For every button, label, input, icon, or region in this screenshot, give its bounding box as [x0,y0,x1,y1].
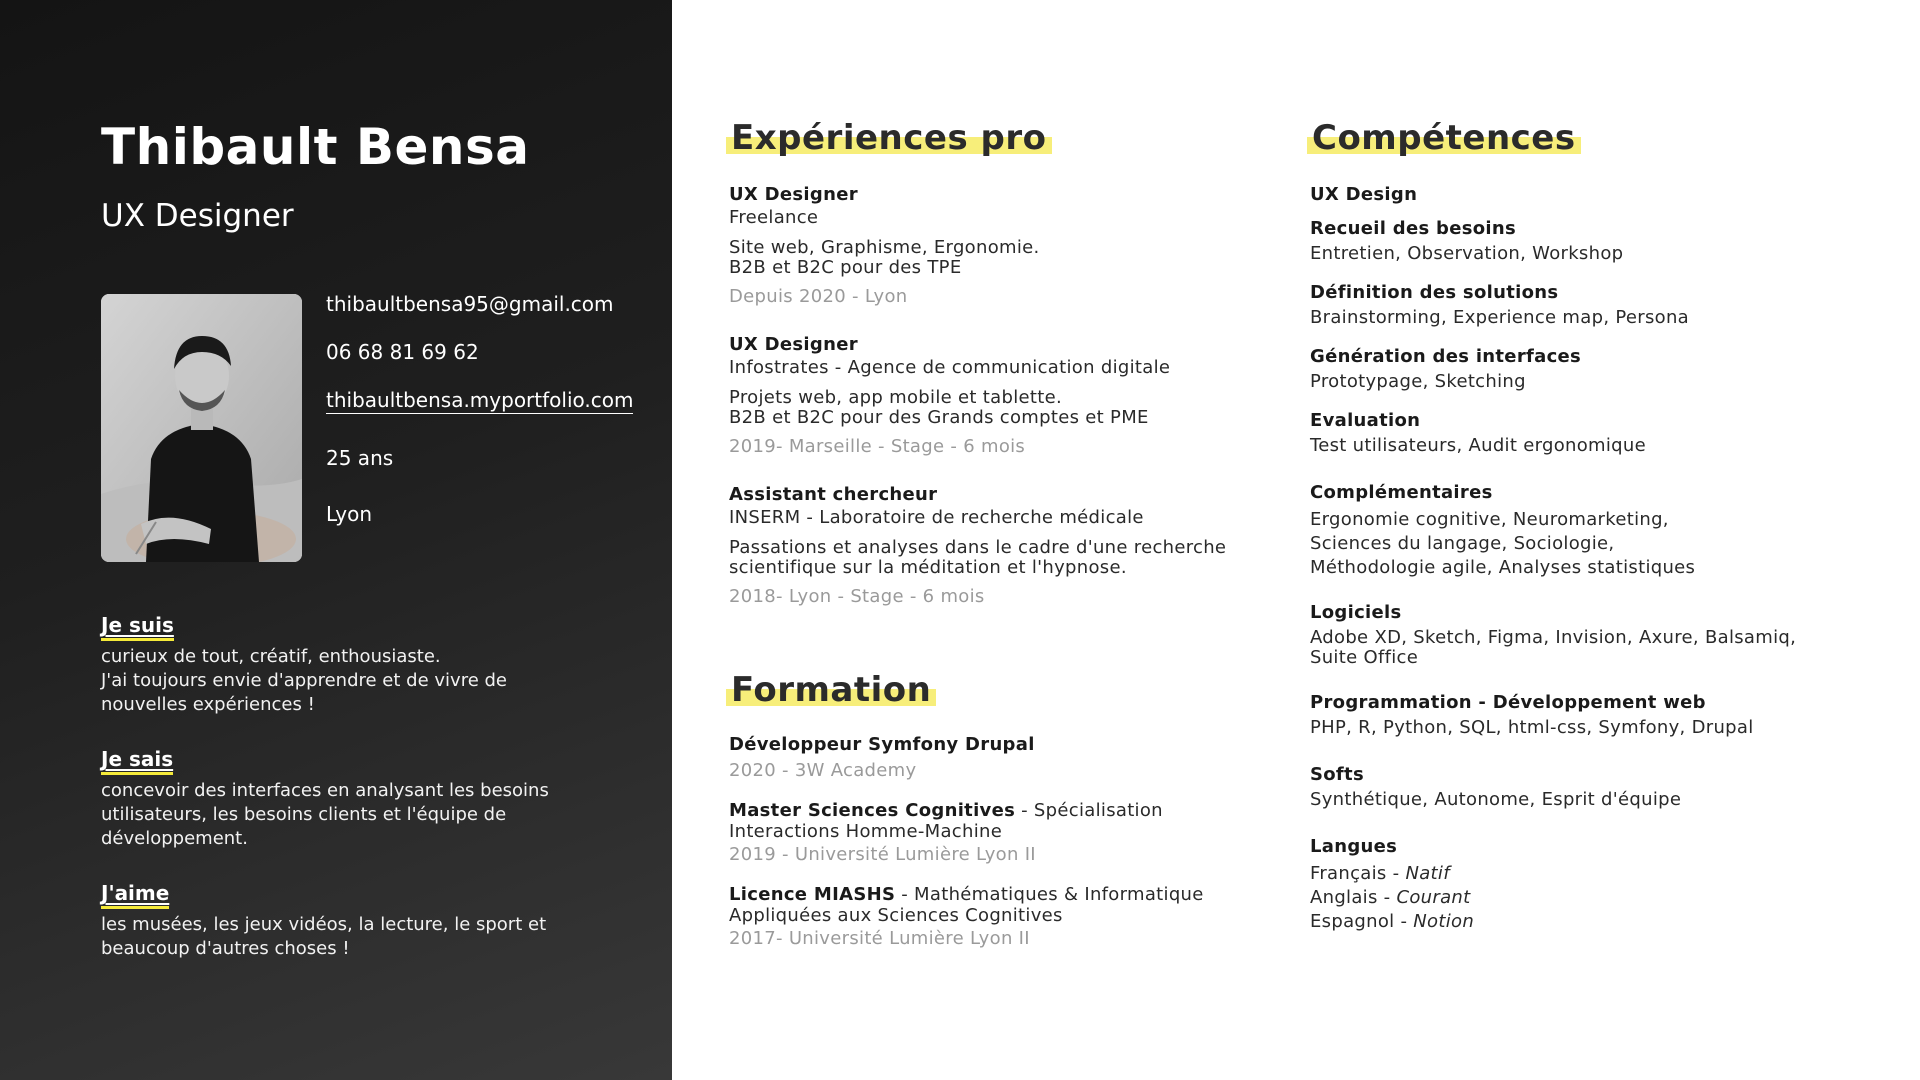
language-level: Courant [1396,887,1471,908]
about-text: les musées, les jeux vidéos, la lecture, le sport et beaucoup d'autres choses ! [101,914,547,959]
experience-item [729,334,1170,458]
experience-company: INSERM - Laboratoire de recherche médicale [729,507,1144,528]
about-j-aime [101,880,581,961]
profile-role: UX Designer [101,198,294,234]
language-item [1310,910,1474,934]
skill-value: Prototypage, Sketching [1310,371,1526,392]
group-title: Logiciels [1310,602,1402,623]
skill-item [1310,282,1689,328]
about-text: curieux de tout, créatif, enthousiaste. J'ai toujours envie d'apprendre et de vivre de nouvelles expériences ! [101,646,507,715]
formation-title [731,670,931,710]
skill-name: Recueil des besoins [1310,218,1517,239]
experience-item [729,184,1040,308]
language-level: Notion [1413,911,1475,932]
formation-degree: Licence MIASHS [729,884,896,905]
skill-group [1310,602,1796,668]
skill-name: Evaluation [1310,410,1421,431]
group-title: Langues [1310,836,1398,857]
skill-name: Génération des interfaces [1310,346,1582,367]
experience-desc: Passations et analyses dans le cadre d'une recherche scientifique sur la méditation et l'hypnose. [729,537,1227,578]
formation-line [729,884,1239,926]
group-title: Complémentaires [1310,482,1493,503]
formation-title-text: Formation [731,670,932,710]
phone-text: 06 68 81 69 62 [326,340,479,364]
formation-line [729,800,1239,842]
language-level: Natif [1405,863,1450,884]
experience-job: UX Designer [729,184,858,205]
skill-value: Entretien, Observation, Workshop [1310,243,1624,264]
about-je-suis [101,612,581,717]
skill-group [1310,482,1695,580]
experience-company: Infostrates - Agence de communication digitale [729,357,1171,378]
language-name: Espagnol - [1310,911,1414,932]
experience-meta: 2019- Marseille - Stage - 6 mois [729,436,1026,457]
skill-item [1310,410,1646,456]
experience-desc: Site web, Graphisme, Ergonomie. B2B et B2C pour des TPE [729,237,1040,278]
age-text: 25 ans [326,446,394,470]
language-item [1310,886,1474,910]
about-title: Je sais [101,746,173,775]
email-text: thibaultbensa95@gmail.com [326,292,614,316]
experience-company: Freelance [729,207,819,228]
formation-meta: 2017- Université Lumière Lyon II [729,928,1030,949]
skill-name: Définition des solutions [1310,282,1559,303]
competences-title-text: Compétences [1312,118,1576,158]
skill-group [1310,764,1681,810]
city-text: Lyon [326,502,373,526]
language-item [1310,862,1474,886]
skill-item [1310,346,1581,392]
formation-meta: 2019 - Université Lumière Lyon II [729,844,1036,865]
competences-title [1312,118,1576,158]
skill-item [1310,218,1623,264]
experience-item [729,484,1239,608]
profile-name: Thibault Bensa [101,118,530,176]
formation-degree: Développeur Symfony Drupal [729,734,1035,755]
formation-item [729,734,1035,782]
formation-detail: - Mathématiques & Informatique Appliquées aux Sciences Cognitives [729,884,1204,926]
experience-meta: Depuis 2020 - Lyon [729,286,908,307]
ux-design-group [1310,184,1417,206]
formation-degree: Master Sciences Cognitives [729,800,1016,821]
group-value: Ergonomie cognitive, Neuromarketing, Sciences du langage, Sociologie, Méthodologie agile, Analyses statistiques [1310,509,1696,578]
group-title: UX Design [1310,184,1418,205]
experience-desc: Projets web, app mobile et tablette. B2B et B2C pour des Grands comptes et PME [729,387,1149,428]
experiences-title-text: Expériences pro [731,118,1047,158]
languages-group [1310,836,1474,934]
profile-panel [0,0,672,1080]
formation-item [729,800,1239,866]
experience-meta: 2018- Lyon - Stage - 6 mois [729,586,985,607]
about-text: concevoir des interfaces en analysant les besoins utilisateurs, les besoins clients et l'équipe de développement. [101,780,549,849]
group-value: Synthétique, Autonome, Esprit d'équipe [1310,789,1682,810]
formation-meta: 2020 - 3W Academy [729,760,917,781]
group-title: Programmation - Développement web [1310,692,1706,713]
experience-job: Assistant chercheur [729,484,938,505]
formation-item [729,884,1239,950]
person-photo-icon [101,294,302,562]
formation-detail: - Spécialisation Interactions Homme-Machine [729,800,1163,842]
portfolio-link[interactable]: thibaultbensa.myportfolio.com [326,388,634,412]
language-name: Français - [1310,863,1406,884]
about-title: Je suis [101,612,174,641]
group-value: Adobe XD, Sketch, Figma, Invision, Axure, Balsamiq, Suite Office [1310,627,1797,668]
about-title: J'aime [101,880,169,909]
language-name: Anglais - [1310,887,1397,908]
group-value: PHP, R, Python, SQL, html-css, Symfony, Drupal [1310,717,1754,738]
about-je-sais [101,746,581,851]
skill-group [1310,692,1754,738]
experience-job: UX Designer [729,334,858,355]
skill-value: Test utilisateurs, Audit ergonomique [1310,435,1646,456]
profile-photo [101,294,302,562]
experiences-title [731,118,1047,158]
group-title: Softs [1310,764,1364,785]
skill-value: Brainstorming, Experience map, Persona [1310,307,1689,328]
